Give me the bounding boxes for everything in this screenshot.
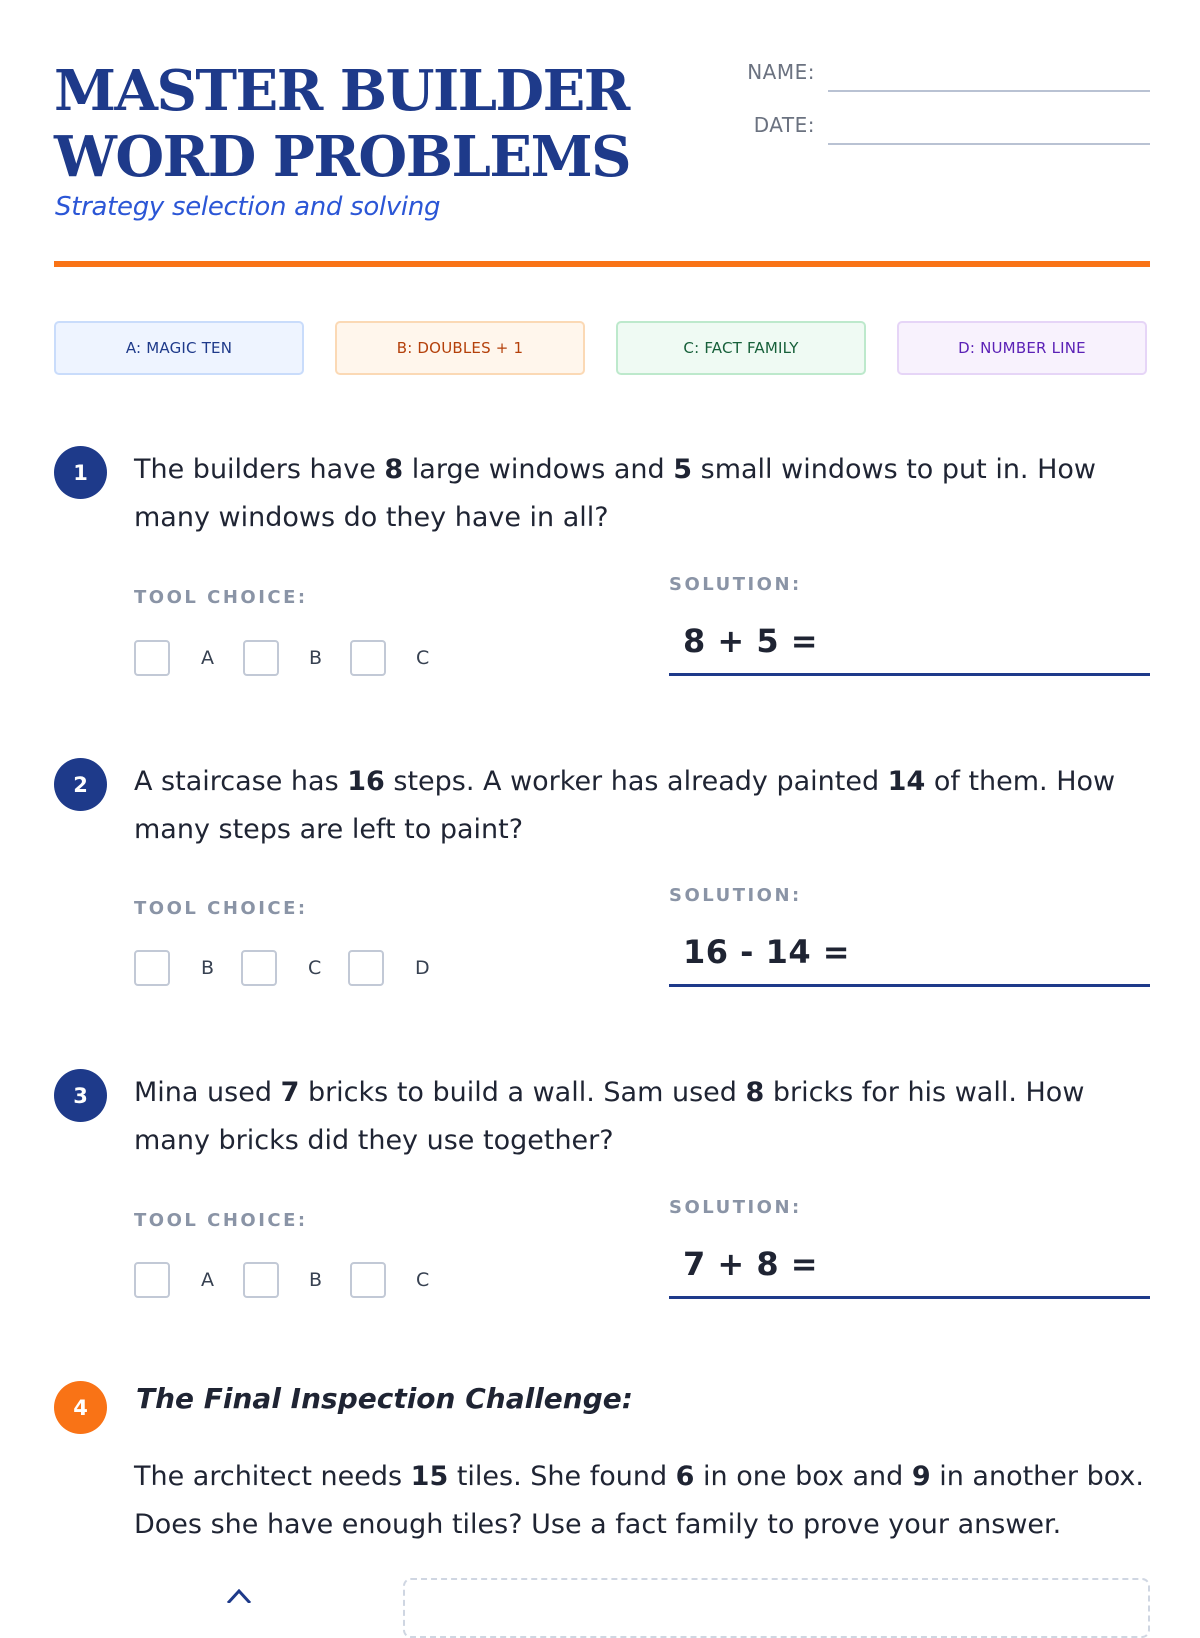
tool-option-label: C xyxy=(308,957,322,979)
strategy-chip-doubles-plus-one: B: DOUBLES + 1 xyxy=(335,321,585,375)
tool-checkbox[interactable] xyxy=(134,640,170,676)
tool-choice-label: TOOL CHOICE: xyxy=(134,587,308,608)
name-field[interactable] xyxy=(828,90,1150,92)
tool-checkbox[interactable] xyxy=(350,640,386,676)
solution-label: SOLUTION: xyxy=(669,1197,802,1218)
solution-equation: 8 + 5 = xyxy=(683,622,819,660)
solution-answer-line[interactable] xyxy=(669,673,1150,676)
solution-equation: 7 + 8 = xyxy=(683,1245,819,1283)
title-line-2: WORD PROBLEMS xyxy=(54,124,631,190)
problem-number-badge: 2 xyxy=(54,758,107,811)
solution-label: SOLUTION: xyxy=(669,574,802,595)
problem-3-text: Mina used 7 bricks to build a wall. Sam used 8 bricks for his wall. How many bricks did they use together? xyxy=(134,1077,1085,1156)
problem-number-badge: 1 xyxy=(54,446,107,499)
solution-label: SOLUTION: xyxy=(669,885,802,906)
tool-checkbox[interactable] xyxy=(243,1262,279,1298)
worksheet-subtitle: Strategy selection and solving xyxy=(55,192,441,222)
fact-family-work-box[interactable] xyxy=(403,1578,1150,1638)
strategy-chip-number-line: D: NUMBER LINE xyxy=(897,321,1147,375)
tool-checkbox[interactable] xyxy=(134,1262,170,1298)
problem-2-text: A staircase has 16 steps. A worker has already painted 14 of them. How many steps are left to paint? xyxy=(134,766,1116,845)
name-label: NAME: xyxy=(747,60,815,84)
solution-answer-line[interactable] xyxy=(669,1296,1150,1299)
solution-answer-line[interactable] xyxy=(669,984,1150,987)
final-challenge-title: The Final Inspection Challenge: xyxy=(136,1382,633,1415)
tool-checkbox[interactable] xyxy=(134,950,170,986)
strategy-chip-fact-family: C: FACT FAMILY xyxy=(616,321,866,375)
header-divider xyxy=(54,261,1150,267)
worksheet-title xyxy=(54,58,630,190)
tool-option-label: A xyxy=(201,1269,214,1291)
tool-checkbox[interactable] xyxy=(350,1262,386,1298)
date-field[interactable] xyxy=(828,143,1150,145)
name-row xyxy=(700,60,1150,100)
tool-option-label: B xyxy=(309,647,323,669)
problem-number-badge: 3 xyxy=(54,1069,107,1122)
tool-option-label: C xyxy=(416,647,430,669)
final-number-badge: 4 xyxy=(54,1381,107,1434)
triangle-icon xyxy=(226,1589,252,1603)
title-line-1: MASTER BUILDER xyxy=(54,58,629,124)
tool-option-label: B xyxy=(201,957,215,979)
tool-option-label: B xyxy=(309,1269,323,1291)
tool-option-label: A xyxy=(201,647,214,669)
date-label: DATE: xyxy=(753,113,815,137)
tool-checkbox[interactable] xyxy=(243,640,279,676)
problem-1-text: The builders have 8 large windows and 5 small windows to put in. How many windows do they have in all? xyxy=(134,454,1097,533)
tool-choice-label: TOOL CHOICE: xyxy=(134,1210,308,1231)
tool-checkbox[interactable] xyxy=(348,950,384,986)
tool-checkbox[interactable] xyxy=(241,950,277,986)
strategy-legend xyxy=(54,321,1150,379)
final-challenge-text: The architect needs 15 tiles. She found 6 in one box and 9 in another box. Does she have enough tiles? Use a fact family to prove your answer. xyxy=(134,1461,1144,1540)
date-row xyxy=(700,113,1150,153)
strategy-chip-magic-ten: A: MAGIC TEN xyxy=(54,321,304,375)
solution-equation: 16 - 14 = xyxy=(683,933,851,971)
tool-option-label: D xyxy=(415,957,430,979)
tool-option-label: C xyxy=(416,1269,430,1291)
tool-choice-label: TOOL CHOICE: xyxy=(134,898,308,919)
